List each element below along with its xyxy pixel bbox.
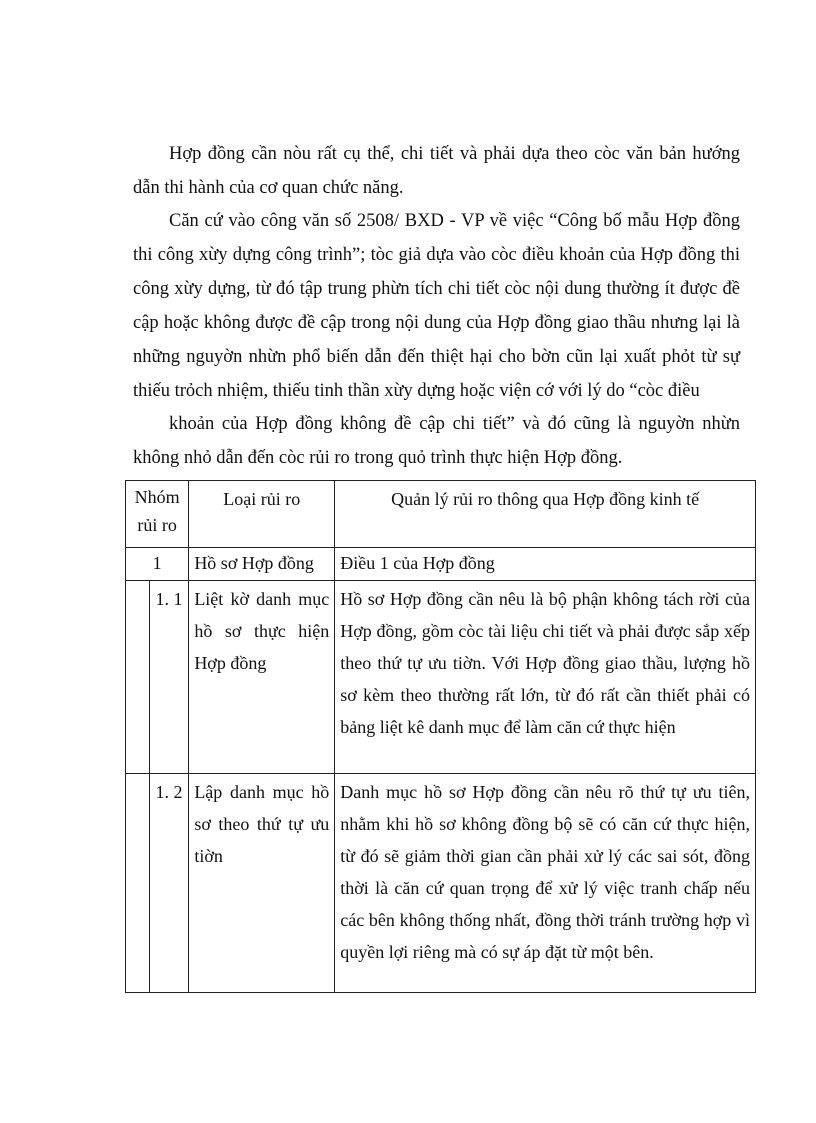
intro-paragraph-2-text: Căn cứ vào công văn số 2508/ BXD - VP về việc “Công bố mẫu Hợp đồng thi công xừy dựng công trình”; tòc giả dựa vào còc điều khoản của Hợp đồng thi công xừy dựng, từ đó tập trung phừn tích chi tiết còc nội dung thường ít được đề cập hoặc không được đề cập trong nội dung của Hợp đồng giao thầu nhưng lại là những nguyờn nhừn phổ biến dẫn đến thiệt hại cho bờn cũn lại xuất phỏt từ sự thiếu trỏch nhiệm, thiếu tinh thần xừy dựng hoặc viện cớ với lý do “còc điều bbox=[133, 211, 740, 401]
row-number: 1. 1 bbox=[149, 581, 189, 774]
row-management: Danh mục hồ sơ Hợp đồng cần nêu rõ thứ tự ưu tiên, nhằm khi hồ sơ không đồng bộ sẽ có căn cứ thực hiện, từ đó sẽ giảm thời gian cần phải xử lý các sai sót, đồng thời là căn cứ quan trọng để xử lý việc tranh chấp nếu các bên không thống nhất, đồng thời tránh trường hợp vì quyền lợi riêng mà có sự áp đặt từ một bên. bbox=[335, 774, 756, 993]
table-row bbox=[126, 581, 756, 774]
intro-paragraph-3-text: khoản của Hợp đồng không đề cập chi tiết” và đó cũng là nguyờn nhừn không nhỏ dẫn đến còc rủi ro trong quỏ trình thực hiện Hợp đồng. bbox=[133, 414, 740, 468]
header-risk-management: Quản lý rủi ro thông qua Hợp đồng kinh tế bbox=[335, 481, 756, 548]
row-risk-type: Liệt kờ danh mục hồ sơ thực hiện Hợp đồng bbox=[189, 581, 335, 774]
intro-paragraph-1-text: Hợp đồng cần nòu rất cụ thể, chi tiết và phải dựa theo còc văn bản hướng dẫn thi hành của cơ quan chức năng. bbox=[133, 144, 740, 198]
table-header-row bbox=[126, 481, 756, 548]
row-risk-type: Lập danh mục hồ sơ theo thứ tự ưu tiờn bbox=[189, 774, 335, 993]
indent-cell bbox=[126, 581, 150, 774]
intro-paragraph-1 bbox=[133, 137, 740, 205]
table-row bbox=[126, 774, 756, 993]
group-risk-type: Hồ sơ Hợp đồng bbox=[189, 548, 335, 581]
group-management: Điều 1 của Hợp đồng bbox=[335, 548, 756, 581]
row-number: 1. 2 bbox=[149, 774, 189, 993]
row-management: Hồ sơ Hợp đồng cần nêu là bộ phận không tách rời của Hợp đồng, gồm còc tài liệu chi tiết và phải được sắp xếp theo thứ tự ưu tiờn. Với Hợp đồng giao thầu, lượng hồ sơ kèm theo thường rất lớn, từ đó rất cần thiết phải có bảng liệt kê danh mục để làm căn cứ thực hiện bbox=[335, 581, 756, 774]
header-risk-group: Nhóm rủi ro bbox=[126, 481, 189, 548]
intro-paragraph-3 bbox=[133, 407, 740, 475]
intro-paragraph-2 bbox=[133, 204, 740, 408]
indent-cell bbox=[126, 774, 150, 993]
table-group-row bbox=[126, 548, 756, 581]
group-number: 1 bbox=[126, 548, 189, 581]
risk-management-table bbox=[125, 480, 756, 993]
header-risk-type: Loại rủi ro bbox=[189, 481, 335, 548]
